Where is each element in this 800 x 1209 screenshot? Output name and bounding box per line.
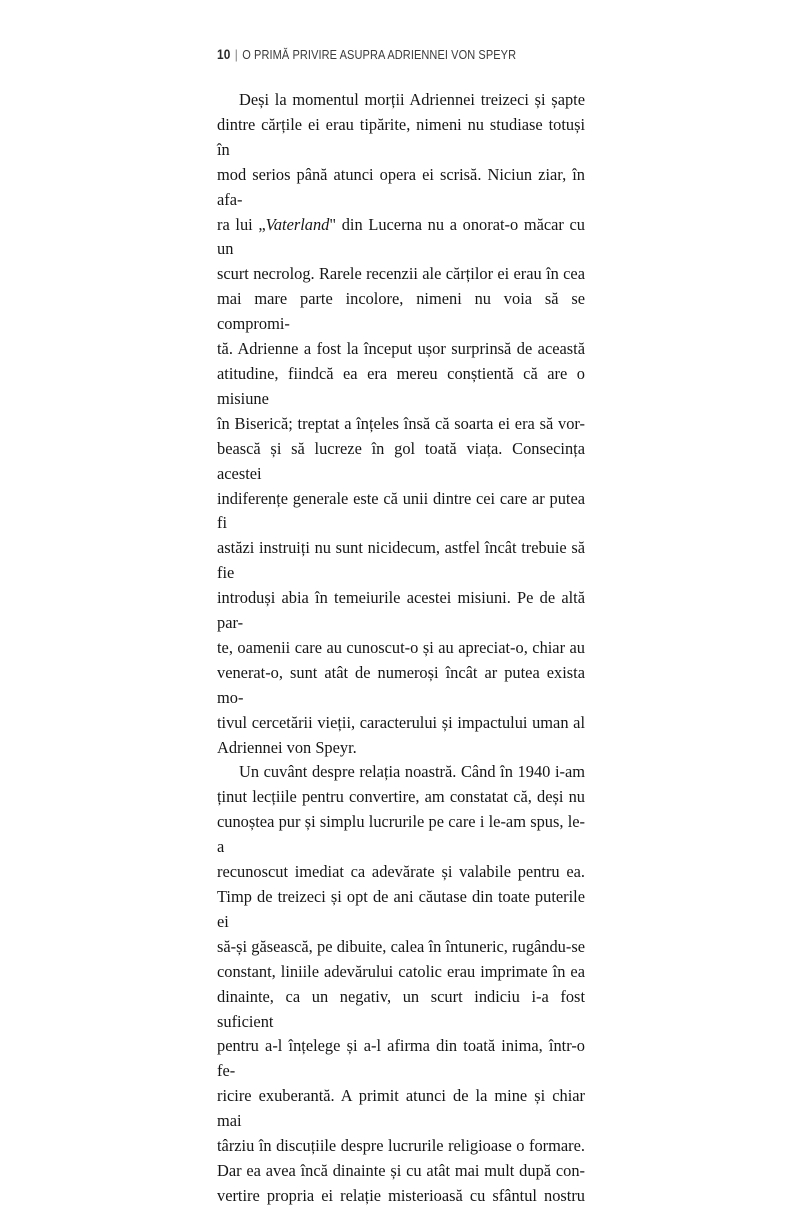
text-line: te, oamenii care au cunoscut-o și au apreciat-o, chiar au (217, 637, 585, 657)
body-text-block (217, 88, 590, 1209)
text-line: vertire propria ei relație misterioasă cu sfântul nostru (217, 1185, 585, 1205)
paragraph (217, 760, 590, 1208)
italic-title: Vaterland (265, 214, 330, 234)
text-line: scurt necrolog. Rarele recenzii ale cărților ei erau în cea (217, 264, 585, 284)
text-line: mod serios până atunci opera ei scrisă. Niciun ziar, în afa- (217, 164, 590, 209)
text-line: Adriennei von Speyr. (217, 737, 357, 757)
text-line: constant, liniile adevărului catolic erau imprimate în ea (217, 961, 585, 981)
text-line: atitudine, fiindcă ea era mereu conștientă că are o misiune (217, 363, 590, 408)
text-line: târziu în discuțiile despre lucrurile religioase o formare. (217, 1136, 585, 1156)
text-line: tă. Adrienne a fost la început ușor surprinsă de această (217, 339, 585, 359)
text-line: cunoștea pur și simplu lucrurile pe care i le-am spus, le-a (217, 812, 585, 857)
text-line: Dar ea avea încă dinainte și cu atât mai mult după con- (217, 1160, 585, 1180)
text-line: ținut lecțiile pentru convertire, am constatat că, deși nu (217, 787, 585, 807)
text-line: să-și găsească, pe dibuite, calea în întuneric, rugându-se (217, 936, 585, 956)
running-head-title: O PRIMĂ PRIVIRE ASUPRA ADRIENNEI VON SPEYR (242, 48, 517, 62)
text-line: tivul cercetării vieții, caracterului și impactului uman al (217, 712, 585, 732)
running-head (217, 48, 569, 66)
text-line: dinainte, ca un negativ, un scurt indiciu i-a fost suficient (217, 986, 590, 1031)
text-line: dintre cărțile ei erau tipărite, nimeni nu studiase totuși în (217, 114, 590, 159)
running-head-separator: | (234, 47, 238, 62)
text-line: ra lui „Vaterland" din Lucerna nu a onorat-o măcar cu un (217, 214, 590, 259)
page-number: 10 (217, 47, 231, 62)
text-line: mai mare parte incolore, nimeni nu voia să se compromi- (217, 289, 590, 334)
text-line: ricire exuberantă. A primit atunci de la mine și chiar mai (217, 1086, 590, 1131)
text-line: în Biserică; treptat a înțeles însă că soarta ei era să vor- (217, 413, 585, 433)
text-line: introduși abia în temeiurile acestei misiuni. Pe de altă par- (217, 588, 590, 633)
text-line: bească și să lucreze în gol toată viața. Consecința acestei (217, 438, 590, 483)
text-line: astăzi instruiți nu sunt nicidecum, astfel încât trebuie să fie (217, 538, 590, 583)
text-line: Un cuvânt despre relația noastră. Când în 1940 i-am (239, 762, 585, 782)
text-line: Deși la momentul morții Adriennei treizeci și șapte (239, 90, 585, 109)
text-line: indiferențe generale este că unii dintre cei care ar putea fi (217, 488, 590, 533)
text-line: Timp de treizeci și opt de ani căutase din toate puterile ei (217, 887, 590, 931)
text-line: recunoscut imediat ca adevărate și valabile pentru ea. (217, 862, 585, 882)
text-line: venerat-o, sunt atât de numeroși încât ar putea exista mo- (217, 662, 590, 707)
text-line: pentru a-l înțelege și a-l afirma din toată inima, într-o fe- (217, 1036, 590, 1081)
paragraph (217, 88, 590, 760)
